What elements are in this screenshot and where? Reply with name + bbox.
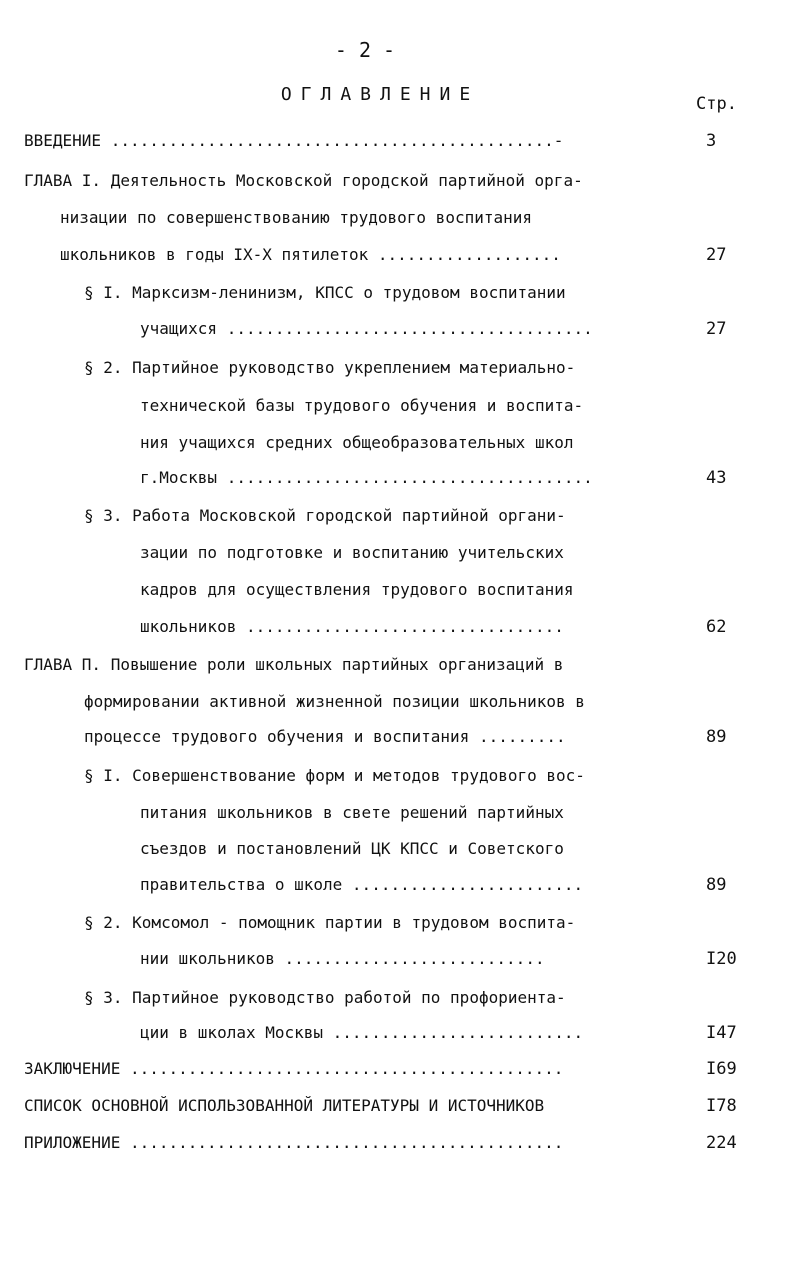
toc-line: § 3. Партийное руководство работой по профориента- [84,988,566,1007]
toc-line: зации по подготовке и воспитанию учительских [140,543,564,562]
toc-page-number: I20 [706,949,737,969]
toc-line: ЗАКЛЮЧЕНИЕ ............................................. [24,1059,564,1078]
toc-line: нии школьников ........................... [140,949,545,968]
toc-line: низации по совершенствованию трудового воспитания [60,208,533,227]
toc-page-number: 27 [706,245,727,265]
toc-line: § I. Марксизм-ленинизм, КПСС о трудовом воспитании [84,283,566,302]
toc-line: правительства о школе ........................ [140,875,584,894]
toc-line: ГЛАВА П. Повышение роли школьных партийных организаций в [24,655,564,674]
toc-line: § 2. Комсомол - помощник партии в трудовом воспита- [84,913,576,932]
toc-page-number: I47 [706,1023,737,1043]
toc-page-number: 27 [706,319,727,339]
toc-line: съездов и постановлений ЦК КПСС и Советского [140,839,564,858]
toc-line: § I. Совершенствование форм и методов трудового вос- [84,766,585,785]
toc-line: ГЛАВА I. Деятельность Московской городской партийной орга- [24,171,583,190]
toc-line: СПИСОК ОСНОВНОЙ ИСПОЛЬЗОВАННОЙ ЛИТЕРАТУРЫ И ИСТОЧНИКОВ [24,1096,545,1115]
toc-line: учащихся ...................................... [140,319,593,338]
toc-page-number: I78 [706,1096,737,1116]
toc-line: § 2. Партийное руководство укреплением материально- [84,358,576,377]
toc-line: г.Москвы ...................................... [140,468,593,487]
toc-line: ния учащихся средних общеобразовательных школ [140,433,574,452]
toc-page-number: 43 [706,468,727,488]
toc-line: ции в школах Москвы .......................... [140,1023,584,1042]
toc-line: технической базы трудового обучения и воспита- [140,396,584,415]
toc-page-number: 89 [706,875,727,895]
toc-page-number: I69 [706,1059,737,1079]
toc-line: ПРИЛОЖЕНИЕ ............................................. [24,1133,564,1152]
toc-line: ВВЕДЕНИЕ ..............................................- [24,131,564,150]
toc-line: питания школьников в свете решений партийных [140,803,564,822]
toc-line: § 3. Работа Московской городской партийной органи- [84,506,566,525]
toc-page-number: 89 [706,727,727,747]
toc-line: школьников в годы IX-X пятилеток ................... [60,245,561,264]
page-column-header: Стр. [696,94,737,114]
toc-line: кадров для осуществления трудового воспитания [140,580,574,599]
toc-line: процессе трудового обучения и воспитания ......... [84,727,566,746]
toc-title: ОГЛАВЛЕНИЕ [280,84,480,105]
toc-page-number: 62 [706,617,727,637]
toc-line: школьников ................................. [140,617,564,636]
toc-page-number: 3 [706,131,717,151]
toc-line: формировании активной жизненной позиции школьников в [84,692,585,711]
page-number: - 2 - [334,38,396,62]
toc-page-number: 224 [706,1133,737,1153]
